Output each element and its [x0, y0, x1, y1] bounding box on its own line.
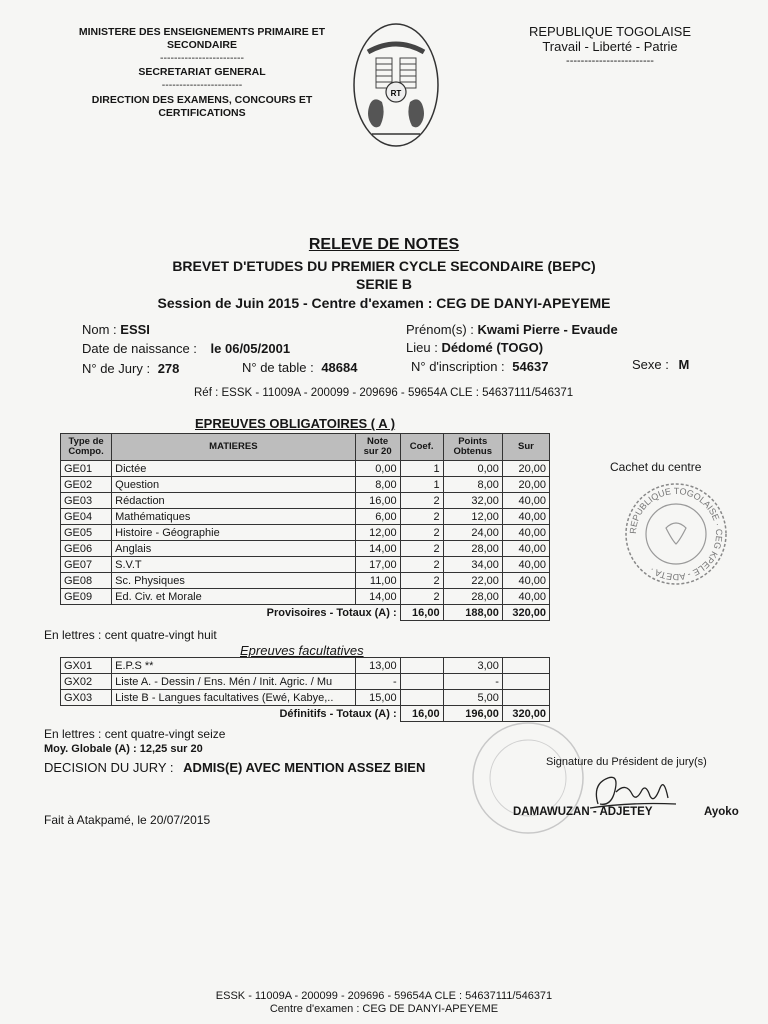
subject-cell: Liste A. - Dessin / Ens. Mén / Init. Agric. / Mu: [112, 674, 355, 690]
table-row: [61, 658, 550, 674]
subject-cell: Liste B - Langues facultatives (Ewé, Kabye,..: [112, 690, 355, 706]
sur-cell: 40,00: [502, 509, 549, 525]
nom-label: Nom :: [82, 322, 117, 337]
compo-code-cell: GE07: [61, 557, 112, 573]
points-cell: 34,00: [443, 557, 502, 573]
nom-value: ESSI: [120, 322, 150, 337]
lieu-value: Dédomé (TOGO): [441, 340, 544, 355]
total-points: 196,00: [443, 706, 502, 722]
sur-cell: 20,00: [502, 461, 549, 477]
table-label: N° de table :: [242, 360, 314, 375]
final-total-in-words: En lettres : cent quatre-vingt seize: [44, 727, 226, 741]
footer-reference: ESSK - 11009A - 200099 - 209696 - 59654A CLE : 54637111/546371: [215, 990, 553, 1002]
ministry-header: [52, 26, 352, 120]
serie-title: SERIE B: [355, 276, 412, 292]
column-header: Type de Compo.: [61, 434, 112, 461]
subject-cell: Rédaction: [112, 493, 355, 509]
subject-cell: Question: [112, 477, 355, 493]
decision-label: DECISION DU JURY :: [44, 760, 174, 775]
subject-cell: S.V.T: [112, 557, 355, 573]
sur-cell: [502, 674, 549, 690]
note-cell: 14,00: [355, 541, 400, 557]
points-cell: 24,00: [443, 525, 502, 541]
column-header: Sur: [502, 434, 549, 461]
secretariat-line: SECRETARIAT GENERAL: [138, 66, 266, 78]
note-cell: 6,00: [355, 509, 400, 525]
sur-cell: 20,00: [502, 477, 549, 493]
points-cell: 28,00: [443, 589, 502, 605]
togo-coat-of-arms-icon: [352, 22, 440, 148]
compo-code-cell: GE08: [61, 573, 112, 589]
coef-cell: [400, 690, 443, 706]
nom-field: [82, 322, 150, 337]
compo-code-cell: GE03: [61, 493, 112, 509]
compo-code-cell: GE01: [61, 461, 112, 477]
totals-row: [61, 605, 550, 621]
total-in-words: En lettres : cent quatre-vingt huit: [44, 628, 217, 642]
coef-cell: 2: [400, 589, 443, 605]
note-cell: 14,00: [355, 589, 400, 605]
jury-stamp-icon: [468, 718, 588, 838]
ministry-line: SECONDAIRE: [166, 39, 237, 51]
place-date: Fait à Atakpamé, le 20/07/2015: [44, 813, 211, 827]
center-stamp-icon: [620, 478, 732, 590]
moyenne-globale: Moy. Globale (A) : 12,25 sur 20: [44, 743, 203, 755]
emblem-letters: RT: [390, 89, 402, 98]
compo-code-cell: GE02: [61, 477, 112, 493]
totals-label: Provisoires - Totaux (A) :: [266, 606, 397, 619]
facultatives-table: [60, 657, 550, 722]
note-cell: -: [355, 674, 400, 690]
note-cell: 8,00: [355, 477, 400, 493]
coef-cell: 2: [400, 493, 443, 509]
republic-motto: Travail - Liberté - Patrie: [542, 39, 678, 54]
table-value: 48684: [321, 360, 358, 375]
cachet-label: Cachet du centre: [610, 460, 702, 474]
column-header: Points Obtenus: [443, 434, 502, 461]
points-cell: 0,00: [443, 461, 502, 477]
compo-code-cell: GE04: [61, 509, 112, 525]
sur-cell: 40,00: [502, 557, 549, 573]
coef-cell: 2: [400, 509, 443, 525]
total-sur: 320,00: [502, 706, 549, 722]
note-cell: 0,00: [355, 461, 400, 477]
sexe-value: M: [678, 357, 690, 372]
sur-cell: 40,00: [502, 589, 549, 605]
total-sur: 320,00: [502, 605, 549, 621]
naissance-value: le 06/05/2001: [210, 341, 291, 356]
prenom-field: [406, 322, 618, 337]
note-cell: 13,00: [355, 658, 400, 674]
exam-title: BREVET D'ETUDES DU PREMIER CYCLE SECONDAIRE (BEPC): [172, 258, 596, 274]
table-row: [61, 461, 550, 477]
table-row: [61, 674, 550, 690]
coef-cell: 2: [400, 573, 443, 589]
sur-cell: 40,00: [502, 541, 549, 557]
coef-cell: 2: [400, 541, 443, 557]
reference-line: Réf : ESSK - 11009A - 200099 - 209696 - 59654A CLE : 54637111/546371: [194, 387, 574, 399]
note-cell: 12,00: [355, 525, 400, 541]
subject-cell: Mathématiques: [112, 509, 355, 525]
table-row: [61, 525, 550, 541]
subject-cell: E.P.S **: [112, 658, 355, 674]
lieu-label: Lieu :: [406, 340, 438, 355]
president-name: DAMAWUZAN - ADJETEY: [513, 806, 653, 818]
points-cell: 3,00: [443, 658, 502, 674]
naissance-field: [82, 341, 290, 356]
column-header: MATIERES: [112, 434, 355, 461]
table-row: [61, 690, 550, 706]
direction-line: CERTIFICATIONS: [158, 107, 246, 119]
table-row: [61, 509, 550, 525]
points-cell: 22,00: [443, 573, 502, 589]
compo-code-cell: GX02: [61, 674, 112, 690]
table-row: [61, 589, 550, 605]
naissance-label: Date de naissance :: [82, 341, 197, 356]
ministry-line: MINISTERE DES ENSEIGNEMENTS PRIMAIRE ET: [78, 26, 326, 38]
points-cell: 5,00: [443, 690, 502, 706]
total-coef: 16,00: [400, 605, 443, 621]
compo-code-cell: GE09: [61, 589, 112, 605]
separator: ------------------------: [160, 52, 244, 64]
sur-cell: 40,00: [502, 573, 549, 589]
decision-value: ADMIS(E) AVEC MENTION ASSEZ BIEN: [183, 760, 426, 775]
subject-cell: Histoire - Géographie: [112, 525, 355, 541]
table-row: [61, 477, 550, 493]
subject-cell: Ed. Civ. et Morale: [112, 589, 355, 605]
jury-label: N° de Jury :: [82, 361, 151, 376]
coef-cell: 2: [400, 557, 443, 573]
note-cell: 16,00: [355, 493, 400, 509]
compo-code-cell: GE05: [61, 525, 112, 541]
prenom-value: Kwami Pierre - Evaude: [477, 322, 618, 337]
table-header-row: [61, 434, 550, 461]
points-cell: 12,00: [443, 509, 502, 525]
table-row: [61, 573, 550, 589]
footer-centre: Centre d'examen : CEG DE DANYI-APEYEME: [269, 1003, 499, 1015]
obligatoires-title: EPREUVES OBLIGATOIRES ( A ): [195, 416, 396, 431]
republic-header: [520, 24, 700, 69]
points-cell: 32,00: [443, 493, 502, 509]
total-points: 188,00: [443, 605, 502, 621]
inscription-field: [411, 359, 548, 374]
coef-cell: 1: [400, 477, 443, 493]
subject-cell: Dictée: [112, 461, 355, 477]
table-row: [61, 541, 550, 557]
session-title: Session de Juin 2015 - Centre d'examen : CEG DE DANYI-APEYEME: [157, 295, 611, 311]
coef-cell: 2: [400, 525, 443, 541]
subject-cell: Sc. Physiques: [112, 573, 355, 589]
separator: ------------------------: [566, 55, 654, 67]
table-row: [61, 557, 550, 573]
signature-label: Signature du Président de jury(s): [546, 756, 707, 768]
column-header: Note sur 20: [355, 434, 400, 461]
sur-cell: [502, 690, 549, 706]
sur-cell: [502, 658, 549, 674]
sexe-label: Sexe :: [632, 357, 669, 372]
compo-code-cell: GE06: [61, 541, 112, 557]
totals-label: Définitifs - Totaux (A) :: [279, 707, 397, 720]
coef-cell: [400, 674, 443, 690]
note-cell: 11,00: [355, 573, 400, 589]
svg-text:REPUBLIQUE TOGOLAISE · CEG KPE: [628, 486, 724, 582]
sur-cell: 40,00: [502, 493, 549, 509]
note-cell: 15,00: [355, 690, 400, 706]
sur-cell: 40,00: [502, 525, 549, 541]
separator: -----------------------: [161, 79, 243, 91]
table-row: [61, 493, 550, 509]
subject-cell: Anglais: [112, 541, 355, 557]
jury-field: [82, 361, 179, 376]
obligatoires-table: [60, 433, 550, 621]
inscription-value: 54637: [512, 359, 549, 374]
stamp-text: REPUBLIQUE TOGOLAISE · CEG KPELE - ADETA ·: [627, 485, 725, 583]
decision-field: [44, 760, 425, 775]
sexe-field: [632, 357, 689, 372]
compo-code-cell: GX01: [61, 658, 112, 674]
facultatives-title: Epreuves facultatives: [240, 643, 364, 658]
column-header: Coef.: [400, 434, 443, 461]
prenom-label: Prénom(s) :: [406, 322, 474, 337]
table-field: [242, 360, 357, 375]
direction-line: DIRECTION DES EXAMENS, CONCOURS ET: [91, 94, 313, 106]
points-cell: 8,00: [443, 477, 502, 493]
document-title: RELEVE DE NOTES: [308, 236, 460, 253]
compo-code-cell: GX03: [61, 690, 112, 706]
lieu-field: [406, 340, 543, 355]
coef-cell: 1: [400, 461, 443, 477]
total-coef: 16,00: [400, 706, 443, 722]
inscription-label: N° d'inscription :: [411, 359, 505, 374]
points-cell: 28,00: [443, 541, 502, 557]
points-cell: -: [443, 674, 502, 690]
republic-name: REPUBLIQUE TOGOLAISE: [528, 24, 692, 39]
note-cell: 17,00: [355, 557, 400, 573]
president-firstname: Ayoko: [704, 806, 739, 818]
jury-value: 278: [157, 361, 180, 376]
coef-cell: [400, 658, 443, 674]
